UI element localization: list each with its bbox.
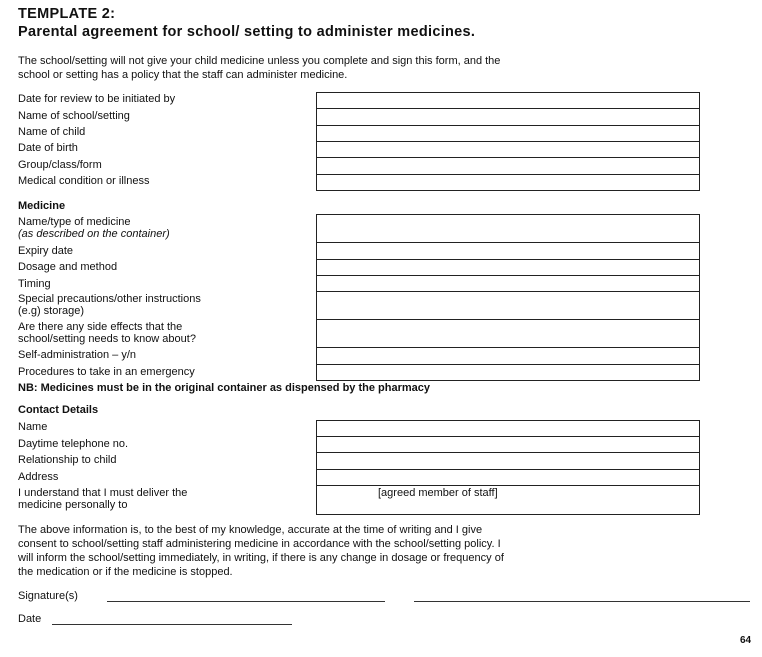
label-medicine-name-hint: (as described on the container) bbox=[18, 228, 170, 240]
declaration-line-3: will inform the school/setting immediately, in writing, if there is any change in dosage or frequency of bbox=[18, 552, 504, 564]
label-precautions-2: (e.g) storage) bbox=[18, 305, 85, 317]
contact-table bbox=[316, 420, 700, 515]
label-review-date: Date for review to be initiated by bbox=[18, 93, 176, 105]
field-precautions[interactable] bbox=[316, 319, 700, 320]
contact-heading: Contact Details bbox=[18, 404, 99, 416]
label-dob: Date of birth bbox=[18, 142, 78, 154]
field-contact-name[interactable] bbox=[316, 436, 700, 437]
label-self-admin: Self-administration – y/n bbox=[18, 349, 136, 361]
label-side-effects-2: school/setting needs to know about? bbox=[18, 333, 196, 345]
signature-line-2[interactable] bbox=[414, 601, 750, 602]
label-child-name: Name of child bbox=[18, 126, 86, 138]
field-child-name[interactable] bbox=[316, 141, 700, 142]
field-medicine-name[interactable] bbox=[316, 242, 700, 243]
field-dob[interactable] bbox=[316, 157, 700, 158]
page-number: 64 bbox=[740, 635, 752, 646]
label-timing: Timing bbox=[18, 278, 51, 290]
label-address: Address bbox=[18, 471, 59, 483]
signature-label: Signature(s) bbox=[18, 590, 78, 602]
medicine-heading: Medicine bbox=[18, 200, 66, 212]
label-school-name: Name of school/setting bbox=[18, 110, 130, 122]
pharmacy-note: NB: Medicines must be in the original container as dispensed by the pharmacy bbox=[18, 382, 430, 394]
label-deliver: I understand that I must deliver the bbox=[18, 487, 188, 499]
date-line[interactable] bbox=[52, 624, 292, 625]
declaration-line-4: the medication or if the medicine is stopped. bbox=[18, 566, 233, 578]
intro-line-2: school or setting has a policy that the staff can administer medicine. bbox=[18, 69, 348, 81]
label-phone: Daytime telephone no. bbox=[18, 438, 129, 450]
field-address[interactable] bbox=[316, 485, 700, 486]
intro-line-1: The school/setting will not give your child medicine unless you complete and sign this form, and the bbox=[18, 55, 501, 67]
field-dosage[interactable] bbox=[316, 275, 700, 276]
label-expiry: Expiry date bbox=[18, 245, 74, 257]
agreed-staff-label: [agreed member of staff] bbox=[378, 487, 498, 499]
field-phone[interactable] bbox=[316, 452, 700, 453]
field-relationship[interactable] bbox=[316, 469, 700, 470]
label-medicine-name: Name/type of medicine bbox=[18, 216, 131, 228]
signature-line-1[interactable] bbox=[107, 601, 385, 602]
label-emergency: Procedures to take in an emergency bbox=[18, 366, 195, 378]
label-dosage: Dosage and method bbox=[18, 261, 118, 273]
date-label: Date bbox=[18, 613, 42, 625]
field-school-name[interactable] bbox=[316, 125, 700, 126]
field-review-date[interactable] bbox=[316, 108, 700, 109]
label-contact-name: Name bbox=[18, 421, 48, 433]
label-condition: Medical condition or illness bbox=[18, 175, 150, 187]
label-precautions: Special precautions/other instructions bbox=[18, 293, 201, 305]
page-title: Parental agreement for school/ setting to administer medicines. bbox=[18, 24, 476, 40]
label-relationship: Relationship to child bbox=[18, 454, 117, 466]
template-label: TEMPLATE 2: bbox=[18, 6, 116, 22]
field-timing[interactable] bbox=[316, 291, 700, 292]
field-expiry[interactable] bbox=[316, 259, 700, 260]
label-side-effects: Are there any side effects that the bbox=[18, 321, 183, 333]
field-self-admin[interactable] bbox=[316, 364, 700, 365]
label-deliver-2: medicine personally to bbox=[18, 499, 128, 511]
declaration-line-1: The above information is, to the best of my knowledge, accurate at the time of writing and I give bbox=[18, 524, 483, 536]
field-group[interactable] bbox=[316, 174, 700, 175]
declaration-line-2: consent to school/setting staff administering medicine in accordance with the school/setting policy. I bbox=[18, 538, 501, 550]
label-group: Group/class/form bbox=[18, 159, 102, 171]
medicine-table bbox=[316, 214, 700, 381]
field-side-effects[interactable] bbox=[316, 347, 700, 348]
